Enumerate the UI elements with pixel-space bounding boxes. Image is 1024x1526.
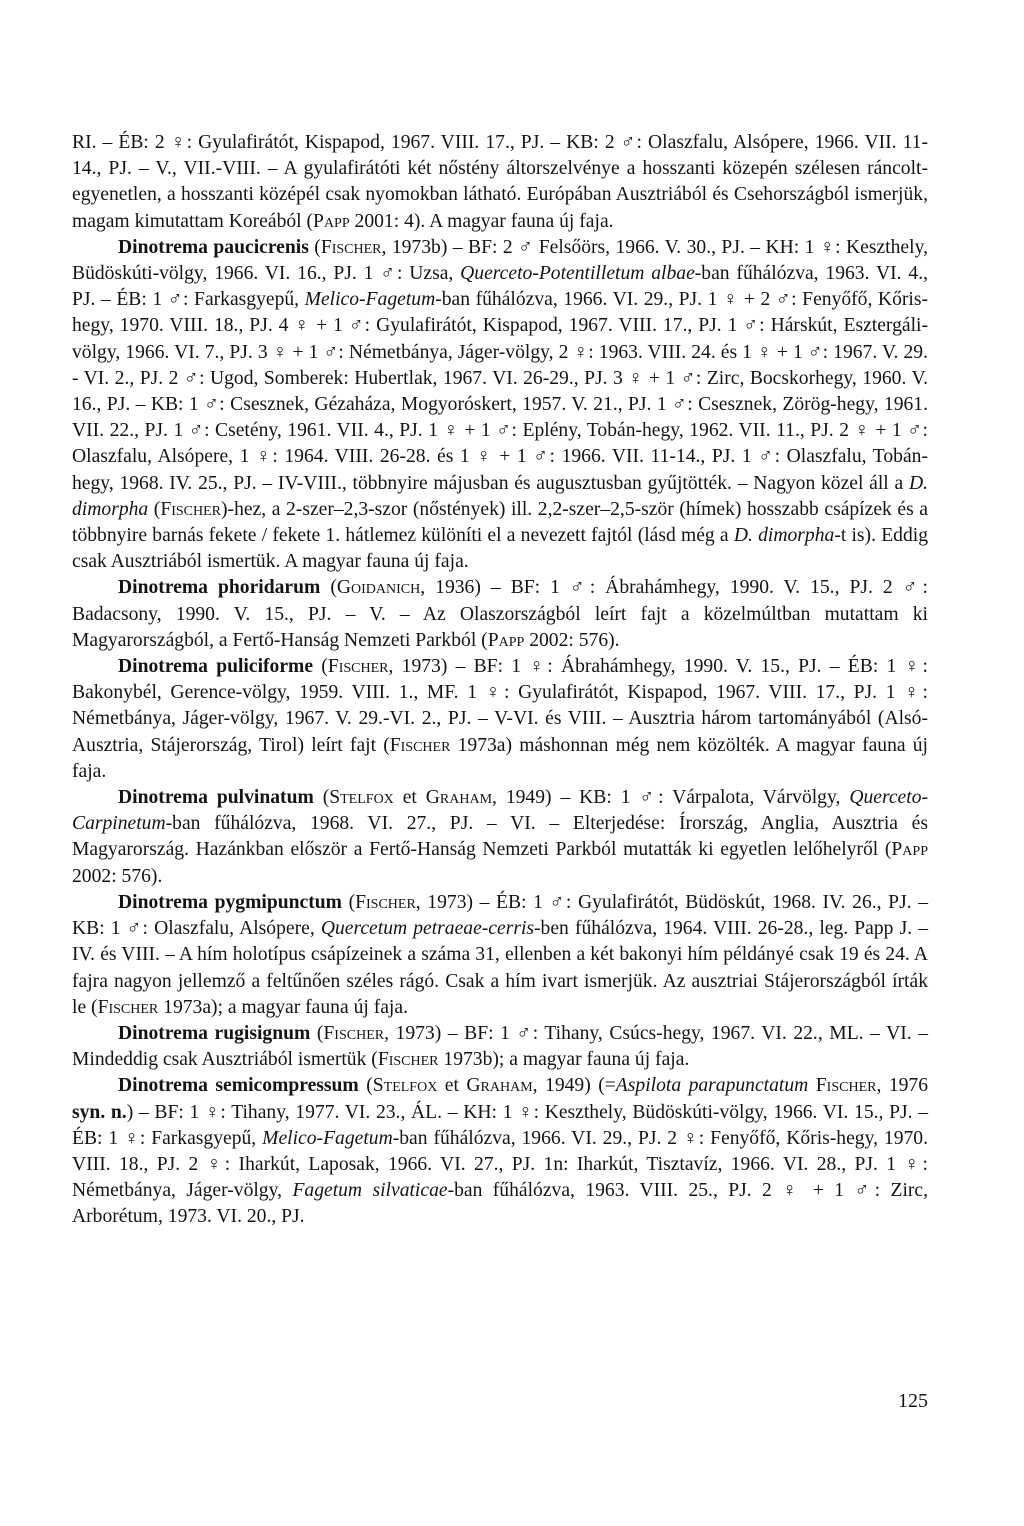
author-name: Goidanich bbox=[336, 577, 421, 599]
text-run: et bbox=[437, 1075, 467, 1097]
text-run: ( bbox=[310, 1022, 324, 1044]
author-name: Fischer bbox=[389, 734, 451, 756]
author-name: Papp bbox=[487, 629, 525, 651]
text-run: ( bbox=[358, 1075, 373, 1097]
text-run: ( bbox=[308, 236, 321, 258]
text-run: RI. – ÉB: 2 ♀: Gyulafirátót, Kispapod, 1967. VIII. 17., PJ. – KB: 2 ♂: Olaszfalu, Alsópere, 1966. VII. 11-14., PJ. – V., VII.-VIII. – A gyulafirátóti két nőstény áltorszelvénye a hosszanti közepén szélesen ráncolt-egyenetlen, a hosszanti középél csak nyomokban látható. Európában Ausztriából és Csehországból ismerjük, magam kimutattam Koreából ( bbox=[72, 132, 928, 232]
italic-text: Querceto-Potentilletum albae bbox=[460, 263, 695, 285]
text-run: et bbox=[393, 787, 426, 809]
author-name: Fischer bbox=[97, 996, 159, 1018]
author-name: Fischer bbox=[377, 1049, 439, 1071]
author-name: Fischer bbox=[320, 236, 382, 258]
author-name: Fischer bbox=[355, 891, 416, 913]
text-run: ( bbox=[313, 787, 330, 809]
text-run: 1973b); a magyar fauna új faja. bbox=[438, 1049, 690, 1071]
text-run: -ban fűhálózva, 1966. VI. 29., PJ. 2 ♀: Fenyőfő, Kőris-hegy, 1970. VIII. 18., PJ. 2 ♀: Iharkút, Laposak, 1966. VI. 27., PJ. 1n: Iharkút, Tisztavíz, 1966. VI. 28., PJ. 1 ♀: Németbánya, Jáger-völgy, bbox=[72, 1127, 928, 1202]
author-name: Papp bbox=[313, 210, 350, 232]
text-run: , 1949) (= bbox=[532, 1075, 616, 1097]
paragraph bbox=[72, 785, 928, 890]
text-run: 1973a); a magyar fauna új faja. bbox=[158, 996, 408, 1018]
paragraph bbox=[72, 575, 928, 654]
text-run: , 1973) – BF: 1 ♀: Ábrahámhegy, 1990. V. 15., PJ. – ÉB: 1 ♀: Bakonybél, Gerence-völgy, 1959. VIII. 1., MF. 1 ♀: Gyulafirátót, Kispapod, 1967. VIII. 17., PJ. 1 ♀: Németbánya, Jáger-völgy, 1967. V. 29.-VI. 2., PJ. – V-VI. és VIII. – Ausztria három tartományából (Alsó-Ausztria, Stájerország, Tirol) leírt fajt ( bbox=[72, 656, 928, 756]
author-name: Stelfox bbox=[329, 787, 394, 809]
bold-text: Dinotrema pulvinatum bbox=[118, 787, 314, 809]
page-number: 125 bbox=[898, 1390, 928, 1412]
italic-text: Aspilota parapunctatum bbox=[615, 1075, 809, 1097]
text-run: , 1973) – BF: 1 ♂: Tihany, Csúcs-hegy, 1967. VI. 22., ML. – VI. – Mindeddig csak Ausztriából ismertük ( bbox=[72, 1022, 928, 1071]
text-run: , 1973b) – BF: 2 ♂ Felsőörs, 1966. V. 30., PJ. – KH: 1 ♀: Keszthely, Büdöskúti-völgy, 1966. VI. 16., PJ. 1 ♂: Uzsa, bbox=[72, 236, 928, 285]
italic-text: Fagetum silvaticae bbox=[292, 1180, 448, 1202]
text-run: 2002: 576). bbox=[524, 629, 620, 651]
author-name: Papp bbox=[891, 839, 928, 861]
bold-text: Dinotrema semicompressum bbox=[118, 1075, 359, 1097]
text-run: -ban fűhálózva, 1968. VI. 27., PJ. – VI. – Elterjedése: Írország, Anglia, Ausztria és Magyarország. Hazánkban először a Fertő-Hanság Nemzeti Parkból mutatták ki egyetlen lelőhelyről ( bbox=[72, 813, 928, 861]
text-run: ( bbox=[313, 656, 328, 678]
text-run: -t is). Eddig csak Ausztriából ismertük. A magyar fauna új faja. bbox=[72, 525, 928, 573]
italic-text: Melico-Fagetum bbox=[262, 1127, 393, 1149]
paragraph bbox=[72, 890, 928, 1021]
paragraph bbox=[72, 1021, 928, 1073]
author-name: Fischer bbox=[160, 498, 222, 520]
text-run: )-hez, a 2-szer–2,3-szor (nőstények) ill. 2,2-szer–2,5-ször (hímek) hosszabb csápízek és a többnyire barnás fekete / fekete 1. hátlemez különíti el a nevezett fajtól (lásd még a bbox=[72, 498, 928, 547]
text-run: ( bbox=[320, 577, 337, 599]
paragraph bbox=[72, 654, 928, 785]
bold-text: Dinotrema phoridarum bbox=[118, 577, 321, 599]
italic-text: D. dimorpha bbox=[733, 525, 835, 547]
text-run: -ban fűhálózva, 1966. VI. 29., PJ. 1 ♀ + 2 ♂: Fenyőfő, Kőris-hegy, 1970. VIII. 18., PJ. 4 ♀ + 1 ♂: Gyulafirátót, Kispapod, 1967. VIII. 17., PJ. 1 ♂: Hárskút, Esztergáli-völgy, 1966. VI. 7., PJ. 3 ♀ + 1 ♂: Németbánya, Jáger-völgy, 2 ♀: 1963. VIII. 24. és 1 ♀ + 1 ♂: 1967. V. 29. - VI. 2., PJ. 2 ♂: Ugod, Somberek: Hubertlak, 1967. VI. 26-29., PJ. 3 ♀ + 1 ♂: Zirc, Bocskorhegy, 1960. V. 16., PJ. – KB: 1 ♂: Csesznek, Gézaháza, Mogyoróskert, 1957. V. 21., PJ. 1 ♂: Csesznek, Zörög-hegy, 1961. VII. 22., PJ. 1 ♂: Csetény, 1961. VII. 4., PJ. 1 ♀ + 1 ♂: Eplény, Tobán-hegy, 1962. VII. 11., PJ. 2 ♀ + 1 ♂: Olaszfalu, Alsópere, 1 ♀: 1964. VIII. 26-28. és 1 ♀ + 1 ♂: 1966. VII. 11-14., PJ. 1 ♂: Olaszfalu, Tobán-hegy, 1968. IV. 25., PJ. – IV-VIII., többnyire májusban és augusztusban gyűjtötték. – Nagyon közel áll a bbox=[72, 289, 929, 494]
text-run: , 1973) – ÉB: 1 ♂: Gyulafirátót, Büdöskút, 1968. IV. 26., PJ. – KB: 1 ♂: Olaszfalu, Alsópere, bbox=[72, 891, 928, 940]
author-name: Graham bbox=[425, 787, 493, 809]
text-run: , 1976 bbox=[876, 1075, 929, 1097]
text-run: ( bbox=[148, 498, 161, 520]
bold-text: Dinotrema paucicrenis bbox=[118, 236, 309, 258]
text-run: , 1949) – KB: 1 ♂: Várpalota, Várvölgy, bbox=[492, 787, 850, 809]
text-run: -ban fűhálózva, 1963. VI. 4., PJ. – ÉB: 1 ♂: Farkasgyepű, bbox=[72, 263, 929, 311]
italic-text: D. dimorpha bbox=[72, 472, 928, 520]
text-run: 1973a) máshonnan még nem közölték. A magyar fauna új faja. bbox=[72, 734, 928, 782]
author-name: Graham bbox=[466, 1075, 533, 1097]
paragraph bbox=[72, 235, 928, 576]
text-run: ( bbox=[341, 891, 356, 913]
bold-text: Dinotrema puliciforme bbox=[118, 656, 314, 678]
author-name: Stelfox bbox=[372, 1075, 438, 1097]
text-run bbox=[808, 1075, 815, 1096]
author-name: Fischer bbox=[815, 1075, 877, 1097]
author-name: Fischer bbox=[323, 1022, 385, 1044]
text-run: -ben fűhálózva, 1964. VIII. 26-28., leg. Papp J. – IV. és VIII. – A hím holotípus csápízeinek a száma 31, ellenben a két bakonyi hím példányé csak 19 és 24. A fajra nagyon jellemző a feltűnően széles rágó. Csak a hím ivart ismerjük. Az ausztriai Stájerországból írták le ( bbox=[72, 918, 928, 1018]
italic-text: Melico-Fagetum bbox=[304, 289, 436, 311]
author-name: Fischer bbox=[327, 656, 389, 678]
text-run: , 1936) – BF: 1 ♂: Ábrahámhegy, 1990. V. 15., PJ. 2 ♂: Badacsony, 1990. V. 15., PJ. – V. – Az Olaszországból leírt fajt a közelmúltban mutattam ki Magyarországból, a Fertő-Hanság Nemzeti Parkból ( bbox=[72, 577, 928, 651]
paragraph bbox=[72, 1073, 928, 1230]
italic-text: Querceto-Carpinetum bbox=[72, 787, 929, 835]
paragraph bbox=[72, 130, 928, 235]
body-text bbox=[72, 130, 928, 1231]
italic-text: Quercetum petraeae-cerris bbox=[320, 918, 535, 940]
text-run: 2002: 576). bbox=[72, 865, 163, 887]
bold-text: Dinotrema pygmipunctum bbox=[118, 891, 342, 913]
text-run: ) – BF: 1 ♀: Tihany, 1977. VI. 23., ÁL. – KH: 1 ♀: Keszthely, Büdöskúti-völgy, 1966. VI. 15., PJ. – ÉB: 1 ♀: Farkasgyepű, bbox=[72, 1101, 929, 1149]
text-run: -ban fűhálózva, 1963. VIII. 25., PJ. 2 ♀ + 1 ♂: Zirc, Arborétum, 1973. VI. 20., PJ. bbox=[72, 1180, 929, 1228]
text-run: 2001: 4). A magyar fauna új faja. bbox=[349, 210, 614, 232]
bold-text: Dinotrema rugisignum bbox=[118, 1022, 311, 1044]
bold-text: syn. n. bbox=[72, 1101, 127, 1123]
